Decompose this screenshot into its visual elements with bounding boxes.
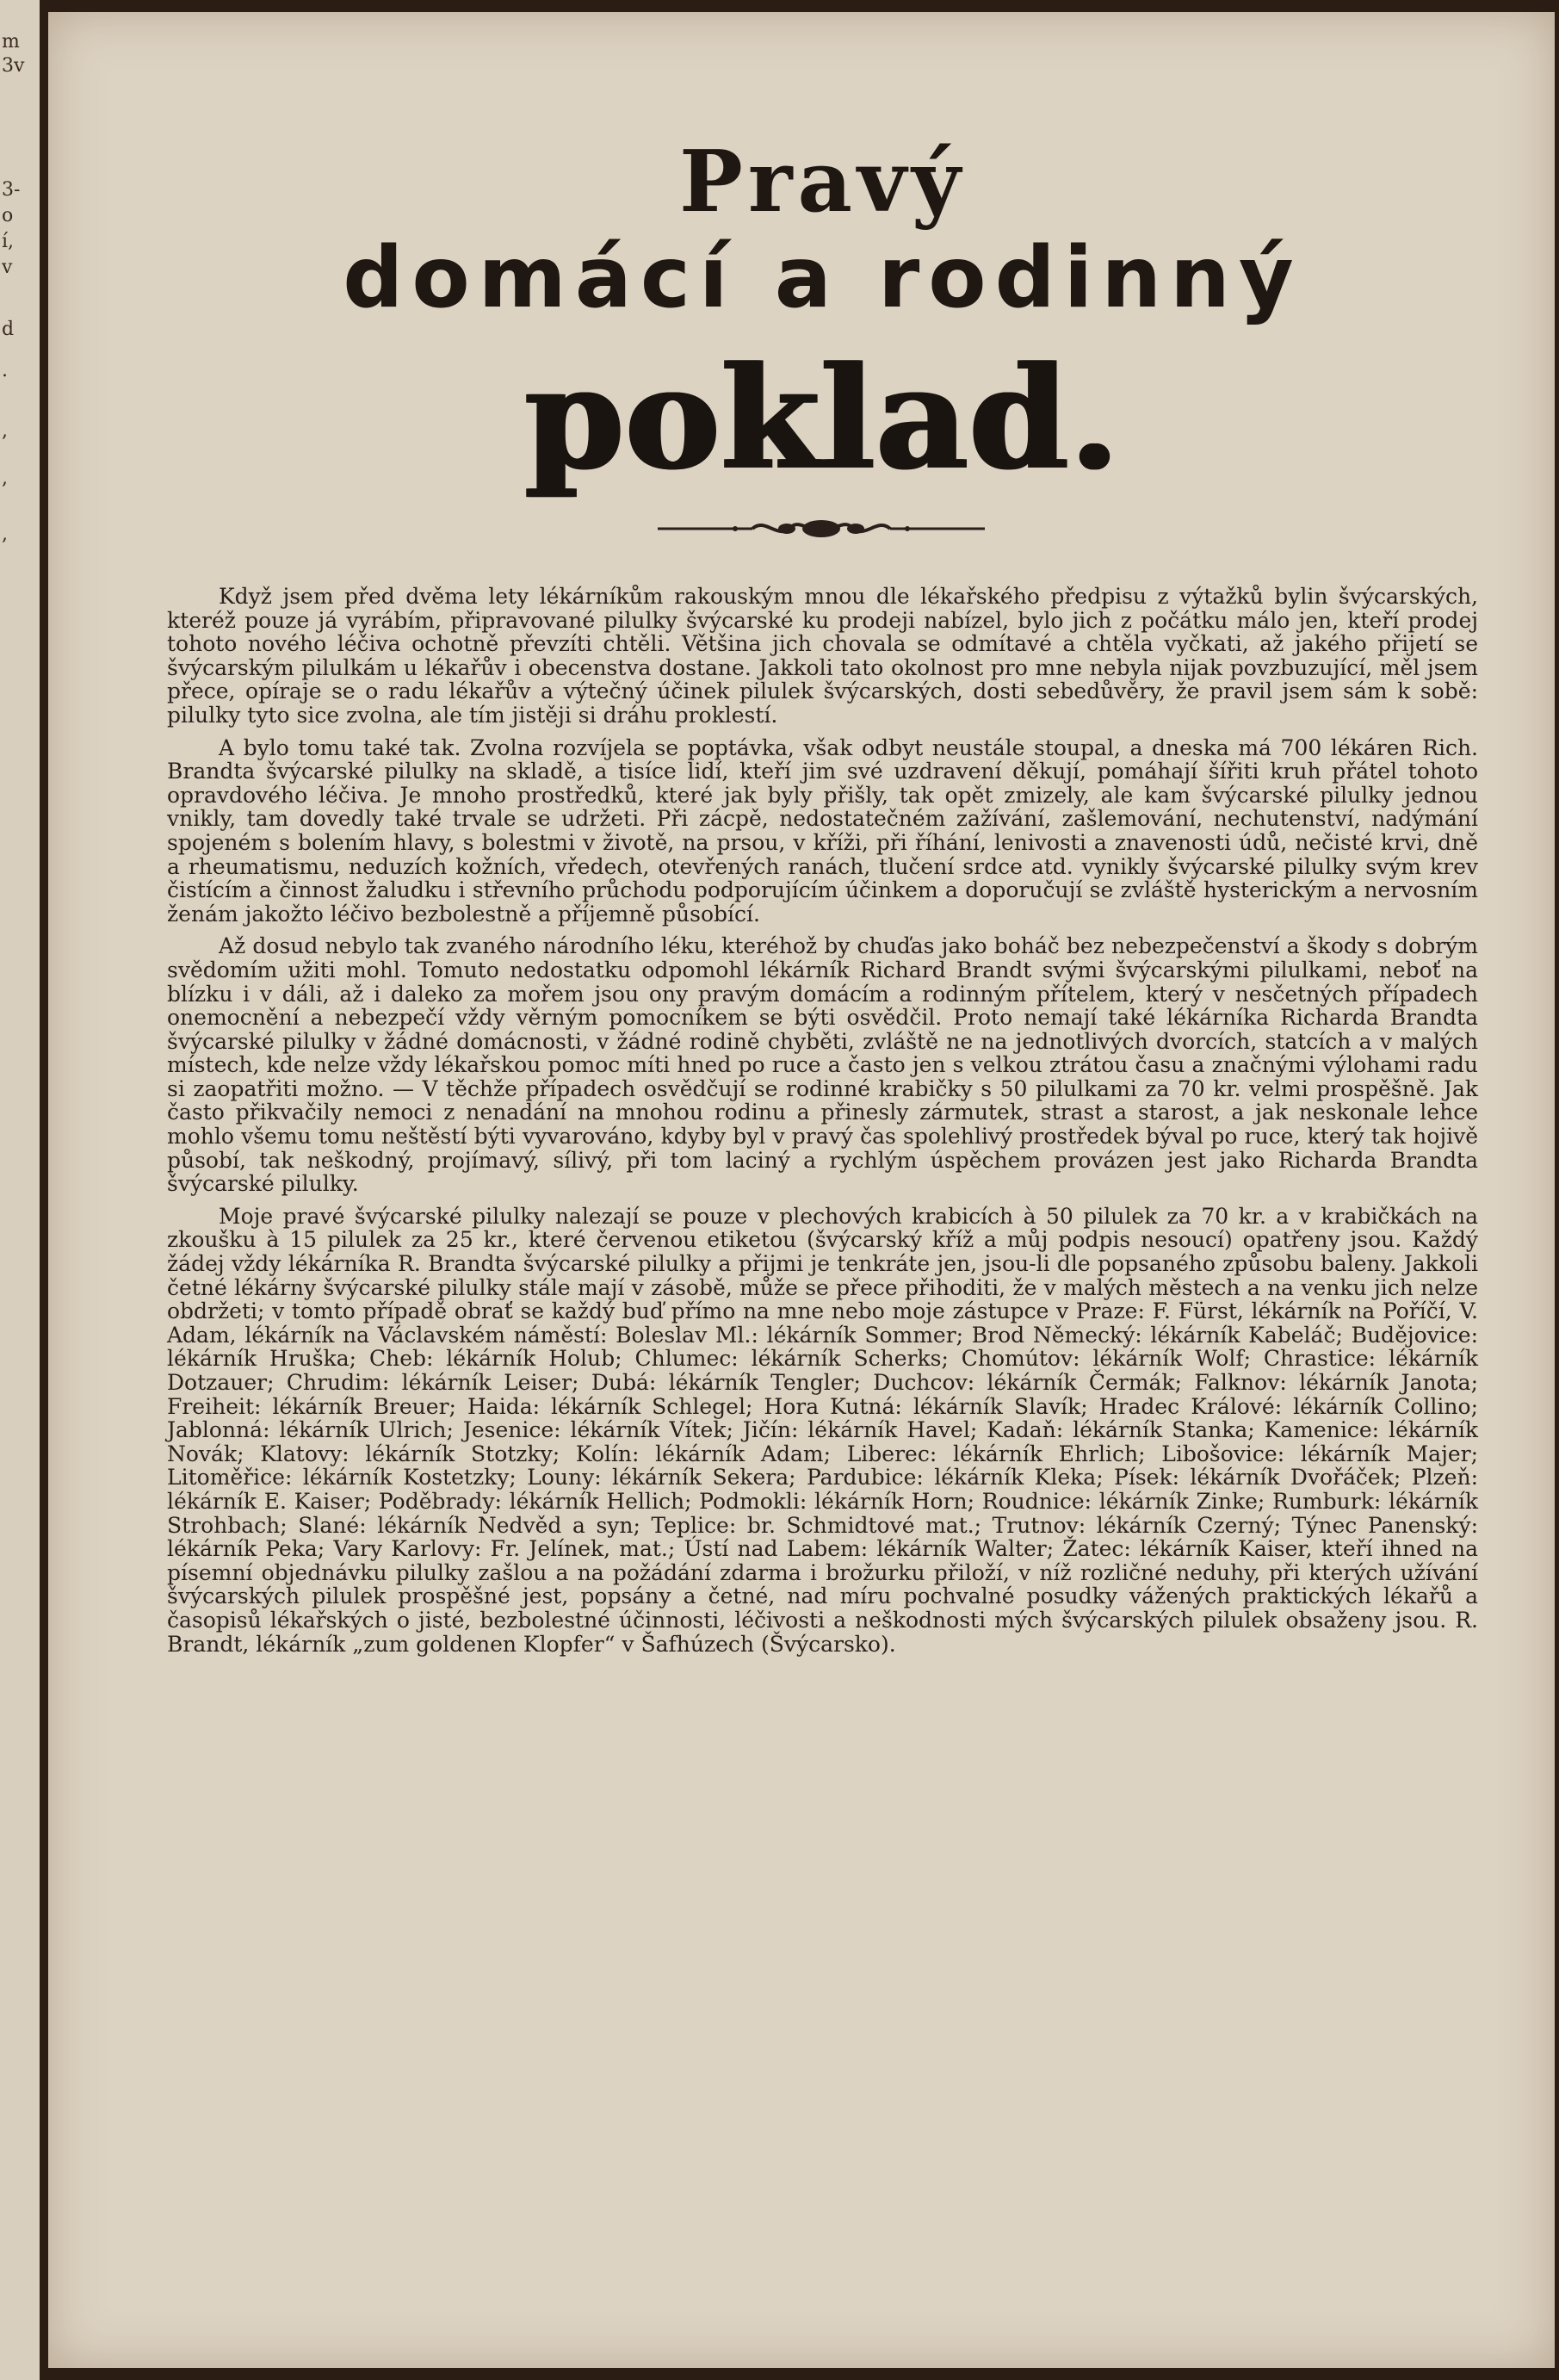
edge-fragment: í, <box>2 231 15 252</box>
headline-line-3: poklad. <box>524 335 1121 501</box>
headline-line-1: Pravý <box>679 133 966 232</box>
article-body <box>167 585 1478 1664</box>
paragraph: Až dosud nebylo tak zvaného národního léku, kteréhož by chuďas jako boháč bez nebezpečenství a škody s dobrým svědomím užiti mohl. Tomuto nedostatku odpomohl lékárník Richard Brandt svými švýcarskými pilulkami, neboť na blízku i v dáli, až i daleko za mořem jsou ony pravým domácím a rodinným přítelem, který v nesčetných případech onemocnění a nebezpečí vždy věrným pomocníkem se býti osvědčil. Proto nemají také lékárníka Richarda Brandta švýcarské pilulky v žádné domácnosti, v žádné rodině chyběti, zvláště ne na jednotlivých dvorcích, statcích a v malých místech, kde nelze vždy lékařskou pomoc míti hned po ruce a často jen s velkou ztrátou času a značnými výlohami radu si zaopatřiti možno. — V těchže případech osvědčují se rodinné krabičky s 50 pilulkami za 70 kr. velmi prospěšně. Jak často přikvačily nemoci z nenadání na mnohou rodinu a přinesly zármutek, strast a starost, a jak neskonale lehce mohlo všemu tomu neštěstí býti vyvarováno, kdyby byl v pravý čas spolehlivý prostředek býval po ruce, který tak hojivě působí, tak neškodný, projímavý, sílivý, při tom laciný a rychlým úspěchem provázen jest jako Richarda Brandta švýcarské pilulky. <box>167 933 1478 1197</box>
edge-fragment: , <box>2 468 8 489</box>
paragraph: Moje pravé švýcarské pilulky nalezají se pouze v plechových krabicích à 50 pilulek za 70 kr. a v krabičkách na zkoušku à 15 pilulek za 25 kr., které červenou etiketou (švýcarský kříž a můj podpis nesoucí) opatřeny jsou. Každý žádej vždy lékárníka R. Brandta švýcarské pilulky a přijmi je tenkráte jen, jsou-li dle popsaného způsobu baleny. Jakkoli četné lékárny švýcarské pilulky stále mají v zásobě, může se přece přihoditi, že v malých městech a na venku jich nelze obdržeti; v tomto případě obrať se každý buď přímo na mne nebo moje zástupce v Praze: F. Fürst, lékárník na Poříčí, V. Adam, lékárník na Václavském náměstí: Boleslav Ml.: lékárník Sommer; Brod Německý: lékárník Kabeláč; Budějovice: lékárník Hruška; Cheb: lékárník Holub; Chlumec: lékárník Scherks; Chomútov: lékárník Wolf; Chrastice: lékárník Dotzauer; Chrudim: lékárník Leiser; Dubá: lékárník Tengler; Duchcov: lékárník Čermák; Falknov: lékárník Janota; Freiheit: lékárník Breuer; Haida: lékárník Schlegel; Hora Kutná: lékárník Slavík; Hradec Králové: lékárník Collino; Jablonná: lékárník Ulrich; Jesenice: lékárník Vítek; Jičín: lékárník Havel; Kadaň: lékárník Stanka; Kamenice: lékárník Novák; Klatovy: lékárník Stotzky; Kolín: lékárník Adam; Liberec: lékárník Ehrlich; Libošovice: lékárník Majer; Litoměřice: lékárník Kostetzky; Louny: lékárník Sekera; Pardubice: lékárník Kleka; Písek: lékárník Dvořáček; Plzeň: lékárník E. Kaiser; Poděbrady: lékárník Hellich; Podmokli: lékárník Horn; Roudnice: lékárník Zinke; Rumburk: lékárník Strohbach; Slané: lékárník Nedvěd a syn; Teplice: br. Schmidtové mat.; Trutnov: lékárník Czerný; Týnec Panenský: lékárník Peka; Vary Karlovy: Fr. Jelínek, mat.; Ústí nad Labem: lékárník Walter; Žatec: lékárník Kaiser, kteří ihned na písemní objednávku pilulky zašlou a na požádání zdarma i brožurku přiloží, v níž rozličné neduhy, při kterých užívání švýcarských pilulek prospěšné jest, popsány a četné, nad míru pochvalné posudky vážených praktických lékařů a časopisů lékařských o jisté, bezbolestné účinnosti, léčivosti a neškodnosti mých švýcarských pilulek obsaženy jsou. R. Brandt, lékárník „zum goldenen Klopfer“ v Šafhúzech (Švýcarsko). <box>167 1203 1478 1657</box>
edge-fragment: , <box>2 420 8 442</box>
paragraph: A bylo tomu také tak. Zvolna rozvíjela se poptávka, však odbyt neustále stoupal, a dneska má 700 lékáren Rich. Brandta švýcarské pilulky na skladě, a tisíce lidí, kteří jim své uzdravení děkují, pomáhají šířiti kruh přátel tohoto opravdového léčiva. Je mnoho prostředků, které jak byly přišly, tak opět zmizely, ale kam švýcarské pilulky jednou vnikly, tam dovedly také trvale se udržeti. Při zácpě, nedostatečném zažívání, zašlemování, nechutenství, nadýmání spojeném s bolením hlavy, s bolestmi v životě, na prsou, v kříži, při říhání, lenivosti a znavenosti údů, nečisté krvi, dně a rheumatismu, neduzích kožních, vředech, otevřených ranách, tlučení srdce atd. vynikly švýcarské pilulky svým krev čistícím a činnost žaludku i střevního průchodu podporujícím účinkem a doporučují se zvláště hysterickým a nervosním ženám jakožto léčivo bezbolestně a příjemně působící. <box>167 734 1478 927</box>
edge-fragment: o <box>2 205 14 226</box>
previous-page-edge <box>0 0 40 2380</box>
edge-fragment: d <box>2 319 15 340</box>
edge-fragment: 3- <box>2 179 21 201</box>
edge-fragment: . <box>2 360 8 381</box>
ornamental-divider-icon <box>649 510 993 544</box>
edge-fragment: v <box>2 257 13 278</box>
edge-fragment: m <box>2 31 20 53</box>
edge-fragment: , <box>2 524 8 545</box>
edge-fragment: 3v <box>2 55 25 77</box>
headline-line-2: domácí a rodinný <box>343 229 1302 327</box>
advertisement-page <box>48 12 1555 2368</box>
paragraph: Když jsem před dvěma lety lékárníkům rakouským mnou dle lékařského předpisu z výtažků bylin švýcarských, kteréž pouze já vyrábím, připravované pilulky švýcarské ku prodeji nabízel, bylo jich z počátku málo jen, kteří prodej tohoto nového léčiva ochotně převzíti chtěli. Většina jich chovala se odmítavé a chtěla vyčkati, až jakého přijetí se švýcarským pilulkám u lékařův i obecenstva dostane. Jakkoli tato okolnost pro mne nebyla nijak povzbuzující, měl jsem přece, opíraje se o radu lékařův a výtečný účinek pilulek švýcarských, dosti sebedůvěry, že pravil jsem sám k sobě: pilulky tyto sice zvolna, ale tím jistěji si dráhu proklestí. <box>167 584 1478 728</box>
